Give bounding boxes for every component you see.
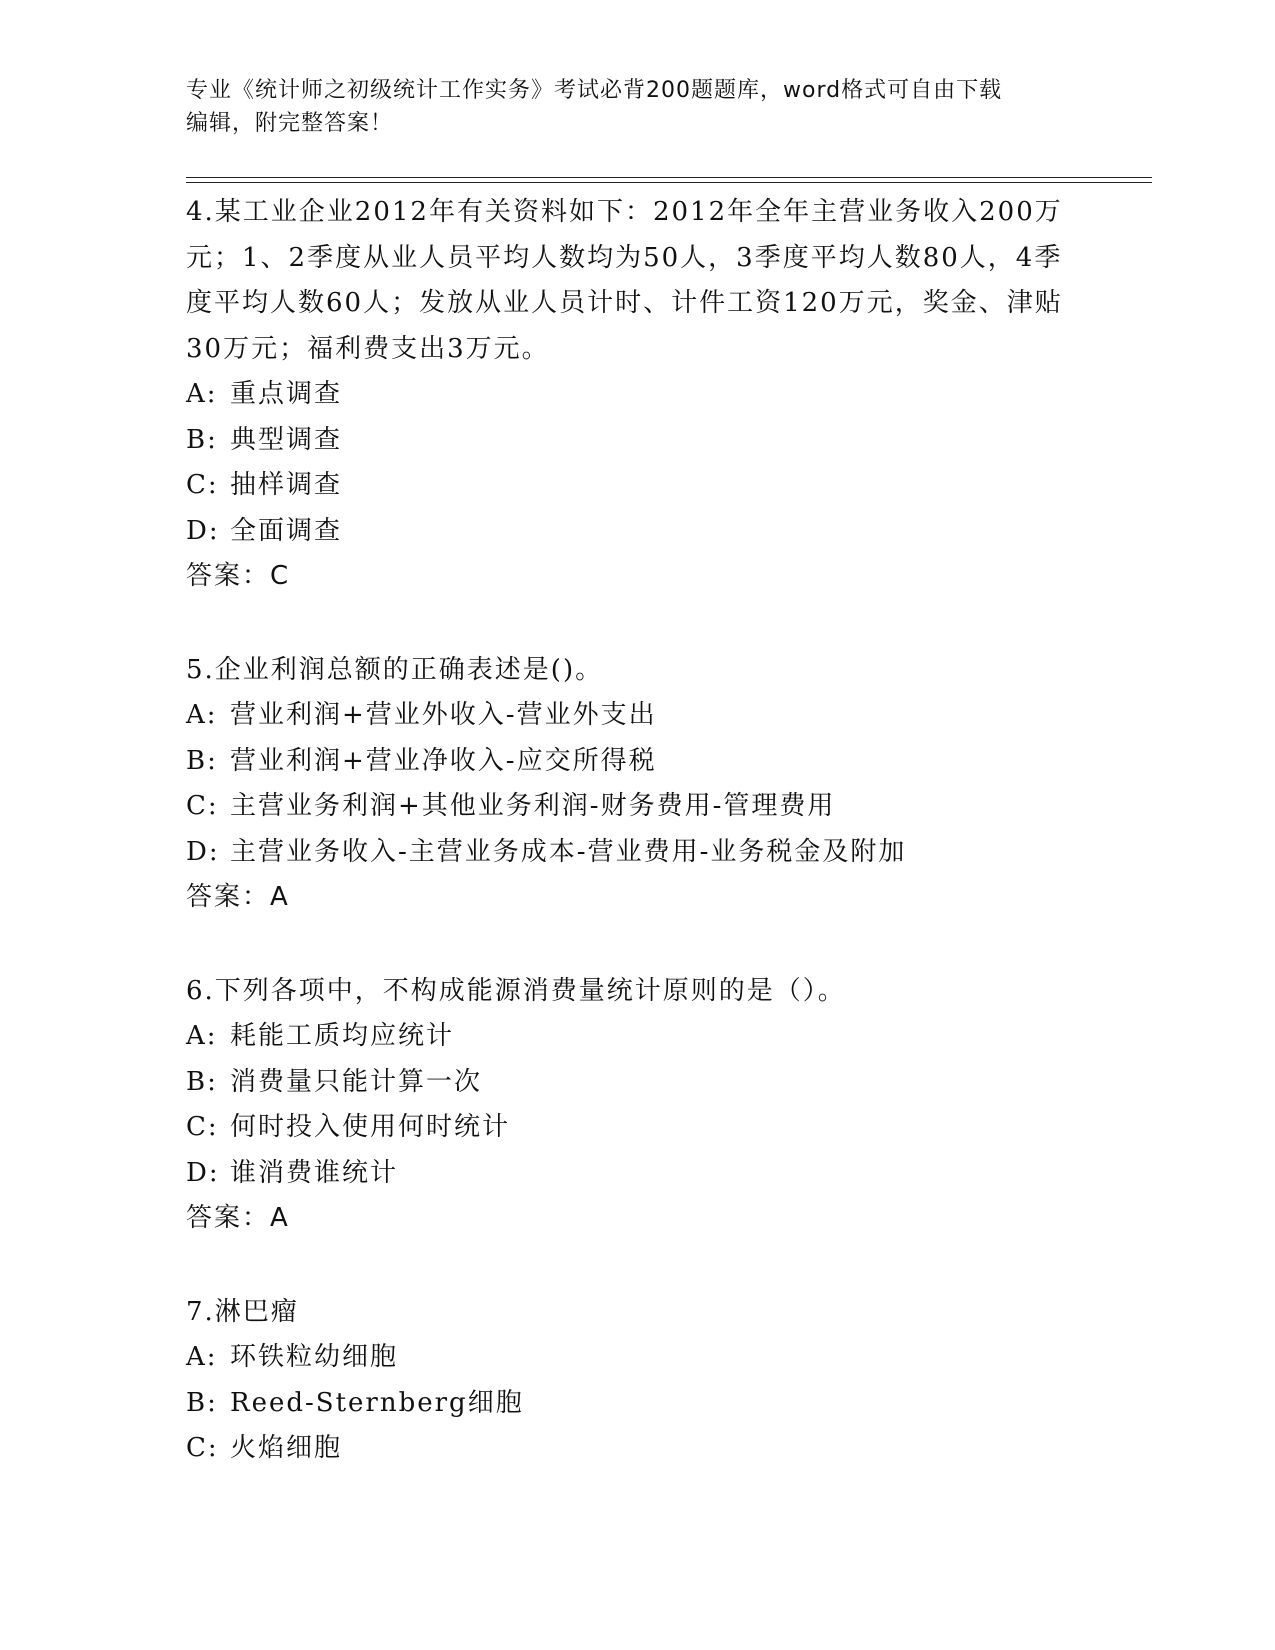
answer: 答案：A	[186, 882, 290, 912]
option-label: B:	[186, 1066, 218, 1097]
option-d	[186, 1151, 1086, 1197]
option-text: 营业利润+营业净收入-应交所得税	[230, 745, 657, 776]
option-label: D:	[186, 1157, 220, 1188]
option-text: 环铁粒幼细胞	[230, 1342, 399, 1372]
question-5	[186, 648, 1086, 921]
option-label: A:	[186, 700, 218, 730]
option-label: A:	[186, 1021, 218, 1051]
option-label: C:	[186, 1112, 219, 1142]
answer: 答案：A	[186, 1203, 290, 1233]
option-label: B:	[186, 424, 218, 455]
option-a	[186, 1014, 1086, 1060]
option-text: 主营业务利润+其他业务利润-财务费用-管理费用	[230, 791, 836, 821]
option-text: 主营业务收入-主营业务成本-营业费用-业务税金及附加	[230, 836, 907, 867]
option-label: C:	[186, 791, 219, 821]
question-6	[186, 969, 1086, 1242]
option-text: Reed-Sternberg细胞	[230, 1387, 524, 1418]
option-label: D:	[186, 515, 220, 546]
question-stem: 6.下列各项中，不构成能源消费量统计原则的是（）。	[186, 975, 846, 1006]
question-7	[186, 1290, 1086, 1472]
option-label: C:	[186, 1433, 219, 1463]
option-text: 抽样调查	[230, 470, 343, 500]
option-label: A:	[186, 1342, 218, 1372]
question-stem: 7.淋巴瘤	[186, 1296, 299, 1327]
option-a	[186, 1335, 1086, 1381]
option-b	[186, 1381, 1086, 1427]
document-header	[186, 74, 1086, 140]
option-text: 消费量只能计算一次	[230, 1066, 483, 1097]
option-text: 重点调查	[230, 379, 343, 409]
option-text: 典型调查	[230, 424, 343, 455]
option-c	[186, 1105, 1086, 1151]
option-c	[186, 784, 1086, 830]
question-list	[186, 190, 1086, 1520]
option-d	[186, 509, 1086, 555]
option-label: A:	[186, 379, 218, 409]
answer: 答案：C	[186, 561, 291, 591]
option-text: 营业利润+营业外收入-营业外支出	[230, 700, 657, 730]
option-text: 何时投入使用何时统计	[230, 1112, 511, 1142]
option-b	[186, 739, 1086, 785]
option-a	[186, 372, 1086, 418]
header-line-2: 编辑，附完整答案！	[186, 111, 394, 136]
option-text: 全面调查	[230, 515, 343, 546]
option-label: C:	[186, 470, 219, 500]
option-b	[186, 1060, 1086, 1106]
option-label: D:	[186, 836, 220, 867]
option-d	[186, 830, 1086, 876]
question-stem: 4.某工业企业2012年有关资料如下：2012年全年主营业务收入200万元；1、2季度从业人员平均人数均为50人，3季度平均人数80人，4季度平均人数60人；发放从业人员计时、计件工资120万元，奖金、津贴30万元；福利费支出3万元。	[186, 197, 1063, 364]
option-label: B:	[186, 1387, 218, 1418]
question-4	[186, 190, 1086, 600]
option-text: 谁消费谁统计	[230, 1157, 399, 1188]
header-divider-top	[186, 177, 1152, 178]
header-divider-bottom	[186, 182, 1152, 183]
question-stem: 5.企业利润总额的正确表述是()。	[186, 654, 604, 685]
header-line-1: 专业《统计师之初级统计工作实务》考试必背200题题库，word格式可自由下载	[186, 78, 1003, 103]
option-label: B:	[186, 745, 218, 776]
option-text: 火焰细胞	[230, 1433, 343, 1463]
option-c	[186, 463, 1086, 509]
option-text: 耗能工质均应统计	[230, 1021, 455, 1051]
option-c	[186, 1426, 1086, 1472]
option-b	[186, 418, 1086, 464]
option-a	[186, 693, 1086, 739]
